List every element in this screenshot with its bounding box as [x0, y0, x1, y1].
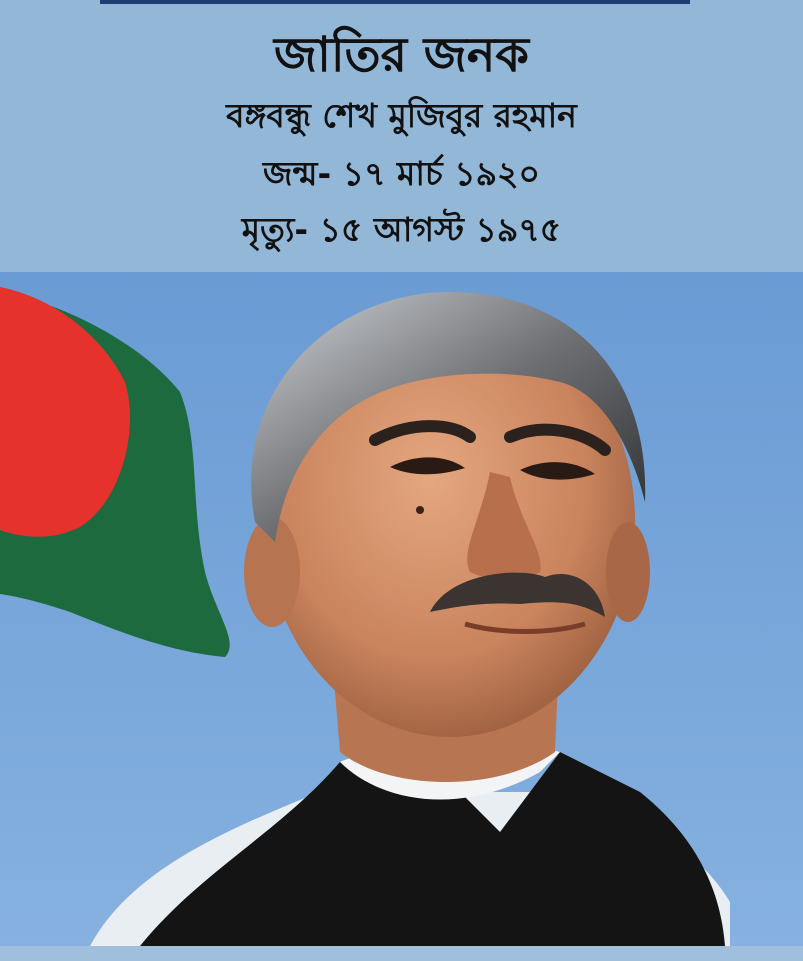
header-banner — [0, 0, 803, 272]
portrait-photo — [0, 272, 803, 946]
birth-date: জন্ম- ১৭ মার্চ ১৯২০ — [263, 154, 540, 193]
portrait-illustration — [0, 272, 803, 946]
top-rule — [100, 0, 690, 4]
bottom-strip — [0, 946, 803, 961]
death-date: মৃত্যু- ১৫ আগস্ট ১৯৭৫ — [241, 210, 562, 249]
person-name: বঙ্গবন্ধু শেখ মুজিবুর রহমান — [226, 96, 577, 135]
page-title: জাতির জনক — [274, 27, 529, 83]
